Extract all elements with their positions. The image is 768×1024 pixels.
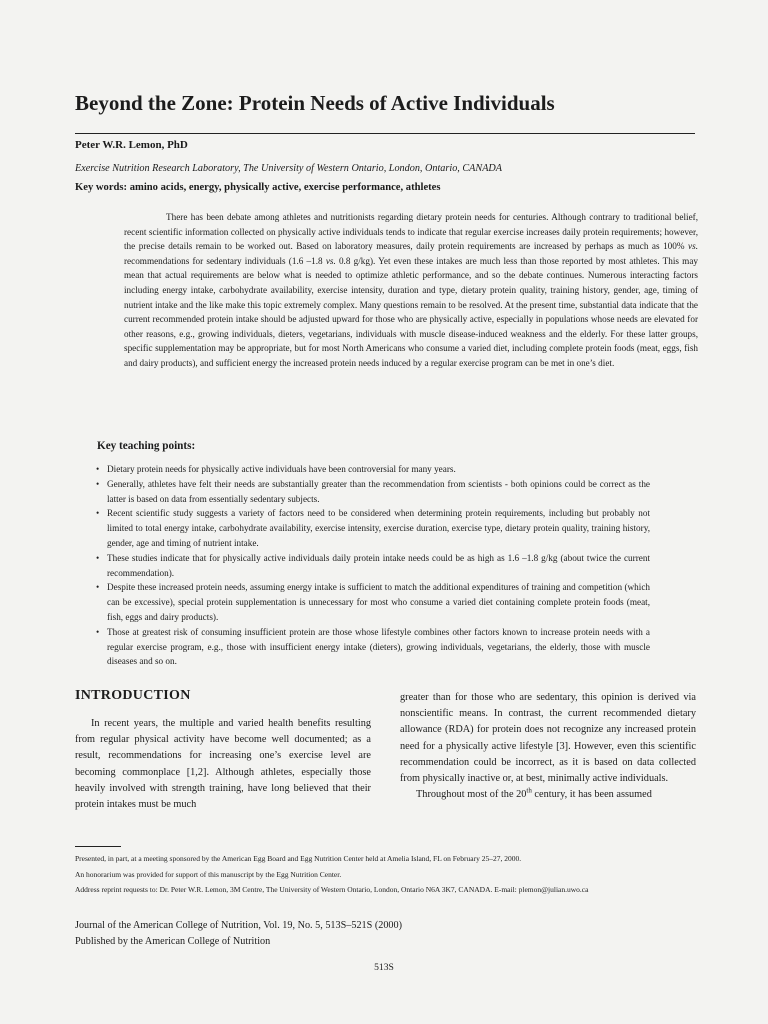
author-affiliation: Exercise Nutrition Research Laboratory, The University of Western Ontario, London, Ontario, CANADA	[75, 163, 503, 174]
page-number: 513S	[374, 962, 394, 973]
list-item: • Generally, athletes have felt their needs are substantially greater than the recommendation from scientists - both opinions could be correct as the latter is based on data from essentially sedentary subjects.	[96, 478, 650, 504]
key-teaching-points-heading: Key teaching points:	[97, 440, 196, 452]
body-column-right	[400, 690, 696, 803]
journal-info	[75, 918, 402, 951]
list-item: • Those at greatest risk of consuming insufficient protein are those whose lifestyle combines other factors known to increase protein needs with a regular exercise program, e.g., those with insufficient energy intake (dieters), growing individuals, vegetarians, the elderly, those with muscle diseases and so on.	[96, 626, 650, 667]
footnote-address: Address reprint requests to: Dr. Peter W.R. Lemon, 3M Centre, The University of Western Ontario, London, Ontario N6A 3K7, CANADA. E-mail: plemon@julian.uwo.ca	[75, 885, 589, 895]
bullet-icon: •	[96, 552, 100, 563]
intro-paragraph-1-continued: greater than for those who are sedentary, this opinion is derived via nonscientific means. In contrast, the current recommended dietary allowance (RDA) for protein does not recognize any increased protein need for a physically active lifestyle [3]. However, even this scientific recommendation could be incorrect, as it is based on data collected from physically inactive or, at best, minimally active individuals.	[400, 692, 696, 785]
bullet-icon: •	[96, 508, 100, 519]
bullet-icon: •	[96, 582, 100, 593]
abstract: There has been debate among athletes and nutritionists regarding dietary protein needs for centuries. Although contrary to traditional belief, recent scientific information collected on physically active individuals tends to indicate that regular exercise increases daily protein requirements; however, the precise details remain to be worked out. Based on laboratory measures, daily protein requirements are increased by perhaps as much as 100% vs. recommendations for sedentary individuals (1.6 –1.8 vs. 0.8 g/kg). Yet even these intakes are much less than those reported by most athletes. This may mean that actual requirements are below what is needed to optimize athletic performance, and so the debate continues. Numerous interacting factors including energy intake, carbohydrate availability, exercise intensity, duration and type, dietary protein quality, training history, gender, age, timing of nutrient intake and the like make this topic extremely complex. Many questions remain to be resolved. At the present time, substantial data indicate that the current recommended protein intake should be adjusted upward for those who are physically active, especially in populations whose needs are elevated for other reasons, e.g., growing individuals, dieters, vegetarians, individuals with muscle disease-induced weakness and the elderly. For these latter groups, specific supplementation may be appropriate, but for most North Americans who consume a varied diet, including complete protein foods (meat, eggs, fish and dairy products), and sufficient energy the increased protein needs induced by a regular exercise program can be met in one’s diet.	[124, 212, 698, 368]
body-column-left	[75, 686, 371, 813]
author-name: Peter W.R. Lemon, PhD	[75, 139, 188, 151]
list-item: • These studies indicate that for physically active individuals daily protein intake needs could be as high as 1.6 –1.8 g/kg (about twice the current recommendation).	[96, 552, 650, 578]
article-title: Beyond the Zone: Protein Needs of Active Individuals	[75, 91, 555, 115]
footnote-honorarium: An honorarium was provided for support of this manuscript by the Egg Nutrition Center.	[75, 869, 342, 879]
intro-paragraph-2: Throughout most of the 20th century, it has been assumed	[416, 786, 652, 801]
key-teaching-points-list	[96, 462, 650, 669]
list-item: • Recent scientific study suggests a variety of factors need to be considered when determining protein requirements, including but probably not limited to total energy intake, carbohydrate availability, exercise intensity, exercise duration, exercise type, dietary protein quality, training history, gender, age and timing of nutrient intake.	[96, 508, 650, 548]
journal-citation: Journal of the American College of Nutrition, Vol. 19, No. 5, 513S–521S (2000)	[75, 920, 403, 931]
bullet-icon: •	[96, 464, 100, 474]
bullet-icon: •	[96, 626, 100, 637]
section-heading-introduction: INTRODUCTION	[75, 688, 191, 703]
bullet-icon: •	[96, 478, 100, 489]
footnotes	[75, 851, 705, 898]
list-item: • Dietary protein needs for physically active individuals have been controversial for many years.	[96, 462, 650, 477]
title-rule	[75, 133, 695, 134]
intro-paragraph-1: In recent years, the multiple and varied health benefits resulting from regular physical activity have become well documented; as a result, recommendations for increasing one’s exercise level are becoming commonplace [1,2]. Although athletes, especially those heavily involved with strength training, have long believed that their protein intakes must be much	[75, 718, 371, 811]
journal-publisher: Published by the American College of Nutrition	[75, 936, 271, 948]
list-item: • Despite these increased protein needs, assuming energy intake is sufficient to match the additional expenditures of training and competition (which can be excessive), special protein supplementation is unnecessary for most who consume a varied diet containing complete protein foods (meat, fish, eggs and dairy products).	[96, 582, 650, 622]
keywords: Key words: amino acids, energy, physically active, exercise performance, athletes	[75, 182, 441, 193]
footnote-presented: Presented, in part, at a meeting sponsored by the American Egg Board and Egg Nutrition Center held at Amelia Island, FL on February 25–27, 2000.	[75, 854, 522, 863]
footnote-rule	[75, 846, 121, 847]
